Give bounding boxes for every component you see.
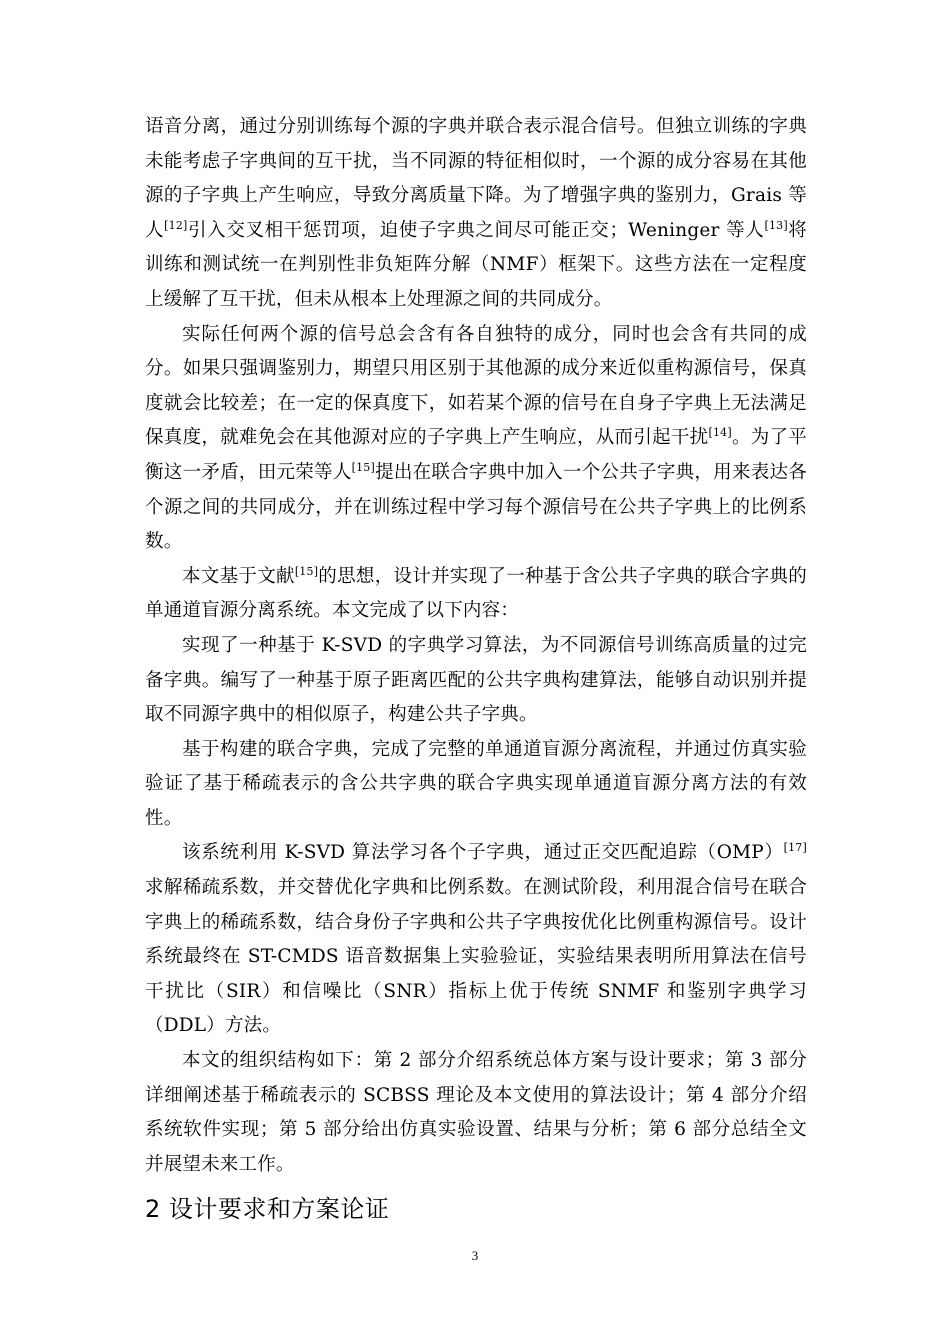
text-run: 求解稀疏系数，并交替优化字典和比例系数。在测试阶段，利用混合信号在联合字典上的稀疏系数，结合身份子字典和公共子字典按优化比例重构源信号。设计系统最终在 ST-CMDS 语音数据集上实验验证，实验结果表明所用算法在信号干扰比（SIR）和信噪比（SNR）指标上优于传统 SNMF 和鉴别字典学习（DDL）方法。 — [145, 877, 807, 1037]
text-run: 语音分离，通过分别训练每个源的字典并联合表示混合信号。但独立训练的字典未能考虑子字典间的互干扰，当不同源的特征相似时，一个源的成分容易在其他源的子字典上产生响应，导致分离质量下降。为了增强字典的鉴别力，Grais 等人 — [145, 116, 807, 241]
citation-superscript: [15] — [351, 460, 375, 474]
section-heading: 2 设计要求和方案论证 — [145, 1195, 390, 1223]
text-run: 本文的组织结构如下：第 2 部分介绍系统总体方案与设计要求；第 3 部分详细阐述基于稀疏表示的 SCBSS 理论及本文使用的算法设计；第 4 部分介绍系统软件实现；第 5 部分给出仿真实验设置、结果与分析；第 6 部分总结全文并展望未来工作。 — [145, 1050, 807, 1175]
citation-superscript: [15] — [294, 564, 319, 578]
text-run: 实际任何两个源的信号总会含有各自独特的成分，同时也会含有共同的成分。如果只强调鉴别力，期望只用区别于其他源的成分来近似重构源信号，保真度就会比较差；在一定的保真度下，如若某个源的信号在自身子字典上无法满足保真度，就难免会在其他源对应的子字典上产生响应，从而引起干扰 — [145, 323, 807, 449]
paragraph-6 — [145, 836, 807, 1044]
paragraph-5 — [145, 733, 807, 837]
page-number: 3 — [471, 1248, 479, 1263]
citation-superscript: [17] — [783, 841, 807, 855]
text-run: 本文基于文献 — [182, 565, 295, 587]
paragraph-4 — [145, 629, 807, 733]
text-run: 实现了一种基于 K-SVD 的字典学习算法，为不同源信号训练高质量的过完备字典。编写了一种基于原子距离匹配的公共字典构建算法，能够自动识别并提取不同源字典中的相似原子，构建公共子字典。 — [145, 634, 807, 726]
paragraph-2 — [145, 318, 807, 560]
paragraph-3 — [145, 560, 807, 629]
text-run: 该系统利用 K-SVD 算法学习各个子字典，通过正交匹配追踪（OMP） — [182, 842, 784, 864]
text-run: 将训练和测试统一在判别性非负矩阵分解（NMF）框架下。这些方法在一定程度上缓解了互干扰，但未从根本上处理源之间的共同成分。 — [145, 219, 808, 310]
paragraph-7 — [145, 1044, 807, 1182]
body-text — [145, 110, 807, 1182]
citation-superscript: [12] — [164, 218, 188, 232]
text-run: 的思想，设计并实现了一种基于含公共子字典的联合字典的单通道盲源分离系统。本文完成了以下内容： — [145, 565, 808, 622]
text-run: 引入交叉相干惩罚项，迫使子字典之间尽可能正交；Weninger 等人 — [187, 219, 765, 241]
citation-superscript: [14] — [708, 426, 732, 440]
text-run: 基于构建的联合字典，完成了完整的单通道盲源分离流程，并通过仿真实验验证了基于稀疏表示的含公共字典的联合字典实现单通道盲源分离方法的有效性。 — [145, 738, 807, 829]
text-run: 。为了平衡这一矛盾，田元荣等人 — [145, 427, 807, 483]
text-run: 提出在联合字典中加入一个公共子字典，用来表达各个源之间的共同成分，并在训练过程中学习每个源信号在公共子字典上的比例系数。 — [145, 461, 807, 553]
citation-superscript: [13] — [764, 218, 788, 232]
paragraph-1 — [145, 110, 807, 318]
